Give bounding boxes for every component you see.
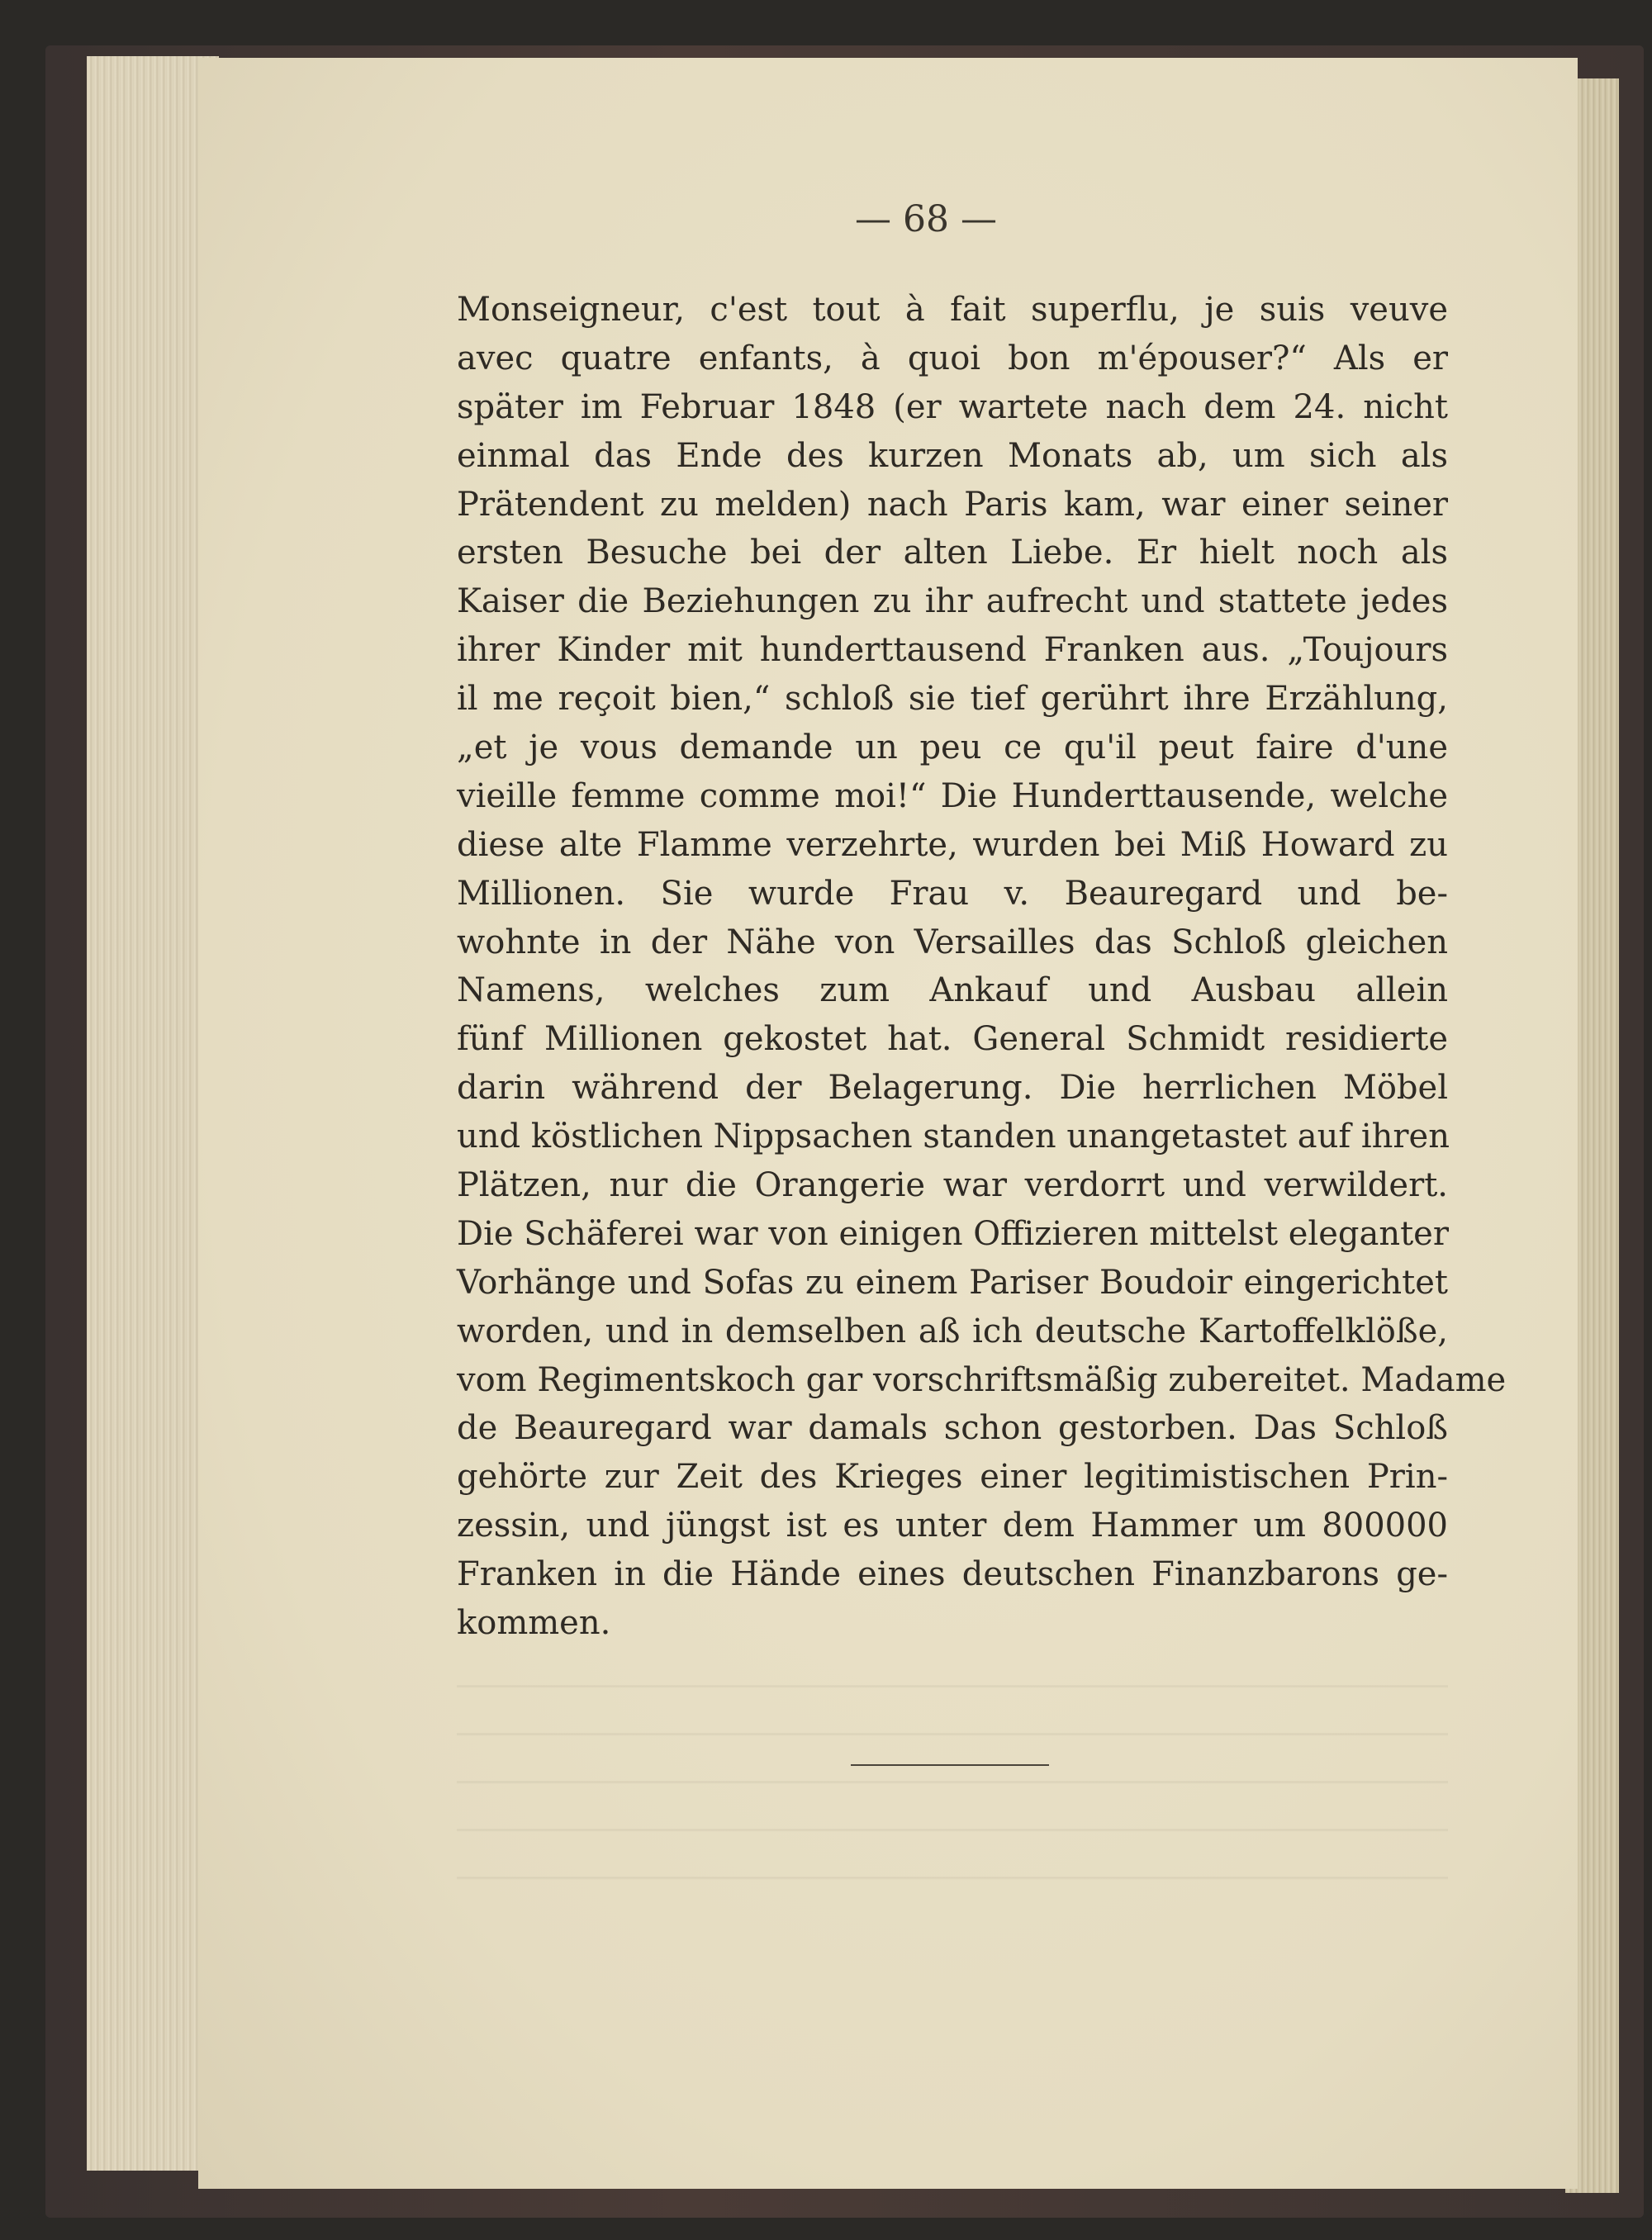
- text-line: Plätzen, nur die Orangerie war verdorrt und verwildert.: [457, 1166, 1448, 1205]
- text-line: später im Februar 1848 (er wartete nach dem 24. nicht: [457, 387, 1448, 426]
- body-text: [457, 286, 1507, 1648]
- text-line: wohnte in der Nähe von Versailles das Schloß gleichen: [457, 923, 1448, 961]
- text-line: einmal das Ende des kurzen Monats ab, um sich als: [457, 436, 1448, 475]
- text-line: Namens, welches zum Ankauf und Ausbau allein: [457, 971, 1448, 1010]
- text-line: Die Schäferei war von einigen Offizieren mittelst eleganter: [457, 1214, 1449, 1253]
- text-line: ersten Besuche bei der alten Liebe. Er hielt noch als: [457, 534, 1448, 572]
- section-rule: [851, 1764, 1049, 1766]
- text-line: worden, und in demselben aß ich deutsche Kartoffelklöße,: [457, 1312, 1448, 1350]
- text-line: Kaiser die Beziehungen zu ihr aufrecht und stattete jedes: [457, 582, 1448, 621]
- text-line: fünf Millionen gekostet hat. General Schmidt residierte: [457, 1020, 1448, 1059]
- text-line: de Beauregard war damals schon gestorben. Das Schloß: [457, 1409, 1448, 1448]
- page-number: — 68 —: [855, 198, 997, 240]
- text-line: diese alte Flamme verzehrte, wurden bei Miß Howard zu: [457, 825, 1448, 864]
- show-through: [457, 1660, 1448, 1908]
- text-line: und köstlichen Nippsachen standen unangetastet auf ihren: [457, 1118, 1450, 1156]
- text-line: Franken in die Hände eines deutschen Finanzbarons ge-: [457, 1555, 1448, 1594]
- text-line: gehörte zur Zeit des Krieges einer legitimistischen Prin-: [457, 1458, 1448, 1497]
- text-line: ihrer Kinder mit hunderttausend Franken aus. „Toujours: [457, 631, 1448, 670]
- text-line: avec quatre enfants, à quoi bon m'épouser?“ Als er: [457, 339, 1448, 377]
- text-line: Millionen. Sie wurde Frau v. Beauregard und be-: [457, 874, 1448, 913]
- text-line: Monseigneur, c'est tout à fait superflu, je suis veuve: [457, 291, 1448, 329]
- text-line: Prätendent zu melden) nach Paris kam, war einer seiner: [457, 485, 1448, 524]
- text-line: vieille femme comme moi!“ Die Hunderttausende, welche: [457, 776, 1448, 815]
- text-line: kommen.: [457, 1604, 611, 1643]
- text-line: zessin, und jüngst ist es unter dem Hammer um 800000: [457, 1507, 1448, 1545]
- text-line: il me reçoit bien,“ schloß sie tief gerührt ihre Erzählung,: [457, 680, 1448, 719]
- text-line: Vorhänge und Sofas zu einem Pariser Boudoir eingerichtet: [457, 1263, 1448, 1302]
- text-line: darin während der Belagerung. Die herrlichen Möbel: [457, 1069, 1448, 1108]
- text-line: vom Regimentskoch gar vorschriftsmäßig zubereitet. Madame: [457, 1360, 1507, 1399]
- text-line: „et je vous demande un peu ce qu'il peut faire d'une: [457, 728, 1448, 767]
